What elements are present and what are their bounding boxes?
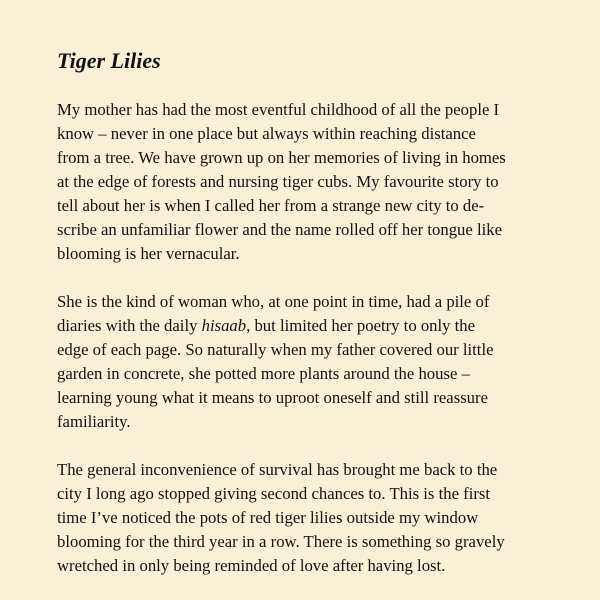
text-line: edge of each page. So naturally when my father covered our little <box>57 340 494 359</box>
document-page <box>57 48 577 600</box>
text-line: know – never in one place but always within reaching distance <box>57 124 476 143</box>
text-line: scribe an unfamiliar flower and the name rolled off her tongue like <box>57 220 502 239</box>
paragraph-2 <box>57 290 577 434</box>
text-line: tell about her is when I called her from a strange new city to de- <box>57 196 485 215</box>
paragraph-1 <box>57 98 577 266</box>
text-line: familiarity. <box>57 412 131 431</box>
text-segment: diaries with the daily <box>57 316 202 335</box>
text-line: wretched in only being reminded of love after having lost. <box>57 556 446 575</box>
text-line: garden in concrete, she potted more plants around the house – <box>57 364 470 383</box>
paragraph-3 <box>57 458 577 578</box>
text-line: city I long ago stopped giving second chances to. This is the first <box>57 484 491 503</box>
text-line: blooming for the third year in a row. There is something so gravely <box>57 532 505 551</box>
text-segment: , but limited her poetry to only the <box>246 316 476 335</box>
text-line: My mother has had the most eventful childhood of all the people I <box>57 100 500 119</box>
poem-title: Tiger Lilies <box>57 48 161 73</box>
text-line: The general inconvenience of survival has brought me back to the <box>57 460 498 479</box>
italic-word-hisaab: hisaab <box>201 316 247 335</box>
text-line: She is the kind of woman who, at one point in time, had a pile of <box>57 292 490 311</box>
text-line: at the edge of forests and nursing tiger cubs. My favourite story to <box>57 172 499 191</box>
text-line: time I’ve noticed the pots of red tiger lilies outside my window <box>57 508 479 527</box>
text-line: learning young what it means to uproot oneself and still reassure <box>57 388 488 407</box>
text-line: blooming is her vernacular. <box>57 244 240 263</box>
text-line: from a tree. We have grown up on her memories of living in homes <box>57 148 506 167</box>
text-line <box>57 314 577 338</box>
